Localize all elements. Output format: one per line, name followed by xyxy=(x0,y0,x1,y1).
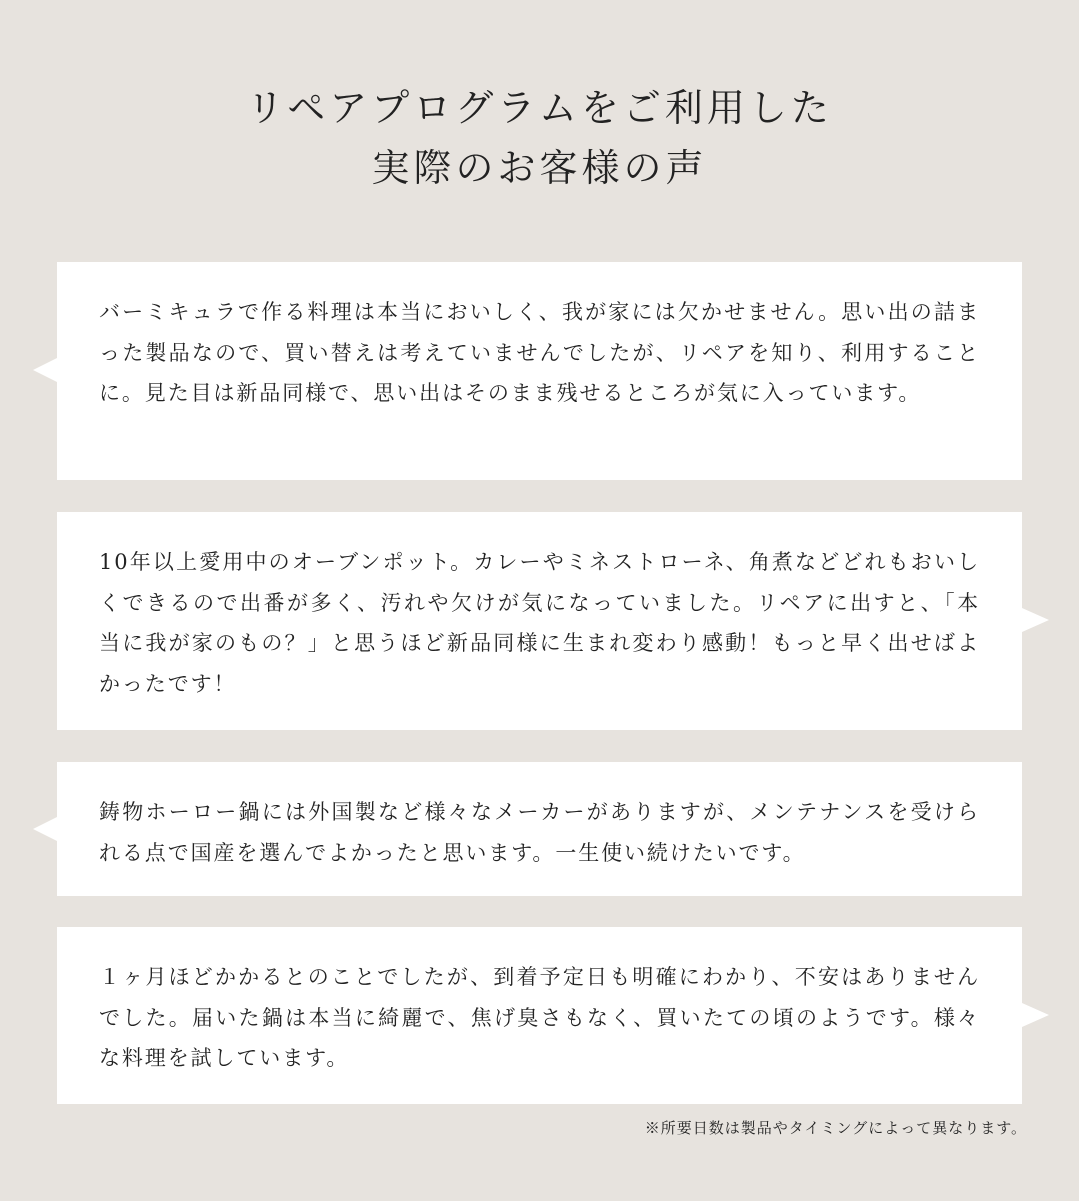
page-title-line-1: リペアプログラムをご利用した xyxy=(246,86,833,130)
testimonial-text-1: バーミキュラで作る料理は本当においしく、我が家には欠かせません。思い出の詰まった製品なので、買い替えは考えていませんでしたが、リペアを知り、利用することに。見た目は新品同様で、思い出はそのまま残せるところが気に入っています。 xyxy=(99,300,980,405)
testimonial-text-3: 鋳物ホーロー鍋には外国製など様々なメーカーがありますが、メンテナンスを受けられる点で国産を選んでよかったと思います。一生使い続けたいです。 xyxy=(99,800,980,865)
page-title xyxy=(0,78,1079,198)
testimonial-card-2 xyxy=(57,512,1022,730)
testimonial-text-2: 10年以上愛用中のオーブンポット。カレーやミネストローネ、角煮などどれもおいしくできるので出番が多く、汚れや欠けが気になっていました。リペアに出すと、「本当に我が家のもの？」と思うほど新品同様に生まれ変わり感動！もっと早く出せばよかったです！ xyxy=(99,550,980,696)
testimonial-card-1 xyxy=(57,262,1022,480)
testimonial-text-4: １ヶ月ほどかかるとのことでしたが、到着予定日も明確にわかり、不安はありませんでした。届いた鍋は本当に綺麗で、焦げ臭さもなく、買いたての頃のようです。様々な料理を試しています。 xyxy=(99,965,980,1070)
footnote: ※所要日数は製品やタイミングによって異なります。 xyxy=(644,1119,1027,1137)
testimonial-card-4 xyxy=(57,927,1022,1104)
testimonial-card-3 xyxy=(57,762,1022,896)
page-title-line-2: 実際のお客様の声 xyxy=(371,146,708,190)
